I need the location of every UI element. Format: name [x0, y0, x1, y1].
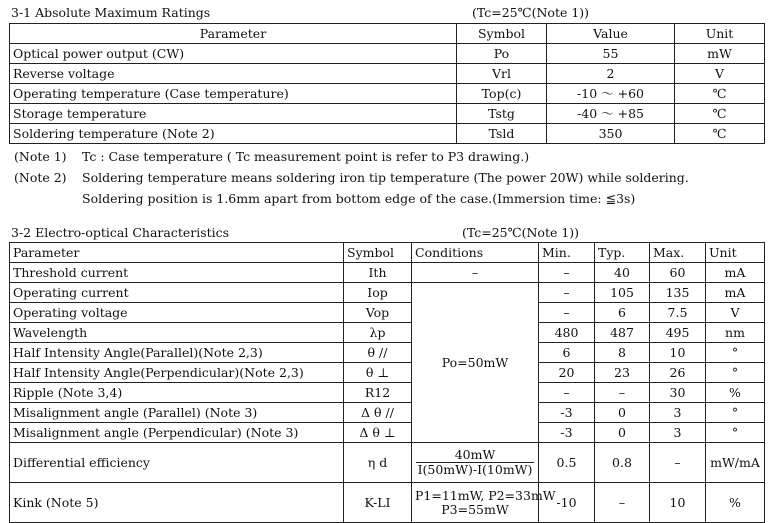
note-1-text: Tc : Case temperature ( Tc measurement point is refer to P3 drawing.): [82, 149, 530, 164]
row-min: -3: [539, 403, 595, 423]
absolute-max-ratings-table: [9, 23, 765, 144]
row-unit: °: [706, 363, 765, 383]
row-min: 480: [539, 323, 595, 343]
notes-block: [14, 146, 764, 209]
row-conditions-fraction: [412, 443, 539, 483]
row-parameter: Half Intensity Angle(Parallel)(Note 2,3): [10, 343, 344, 363]
row-symbol: Δ θ ⊥: [344, 423, 412, 443]
header-conditions: Conditions: [412, 243, 539, 263]
table-row: [10, 263, 765, 283]
table-row: [10, 44, 765, 64]
row-parameter: Reverse voltage: [10, 64, 457, 84]
header-min: Min.: [539, 243, 595, 263]
row-unit: ℃: [675, 84, 765, 104]
row-max: 10: [650, 343, 706, 363]
row-value: 55: [547, 44, 675, 64]
table-row: [10, 124, 765, 144]
note-2-text: Soldering temperature means soldering iron tip temperature (The power 20W) while soldering.: [82, 170, 689, 185]
table-row: [10, 383, 765, 403]
row-parameter: Storage temperature: [10, 104, 457, 124]
row-conditions: –: [412, 263, 539, 283]
table-row: [10, 84, 765, 104]
fraction-numerator: 40mW: [416, 448, 535, 463]
row-unit: °: [706, 423, 765, 443]
row-max: 60: [650, 263, 706, 283]
row-unit: %: [706, 483, 765, 523]
row-conditions-kink: [412, 483, 556, 523]
row-value: -10 ～ +60: [547, 84, 675, 104]
row-value: 350: [547, 124, 675, 144]
header-typ: Typ.: [595, 243, 650, 263]
header-symbol: Symbol: [344, 243, 412, 263]
row-symbol: R12: [344, 383, 412, 403]
row-parameter: Optical power output (CW): [10, 44, 457, 64]
row-unit: ℃: [675, 104, 765, 124]
note-1-tag: (Note 1): [14, 149, 67, 164]
row-typ: 0: [595, 423, 650, 443]
row-min: -3: [539, 423, 595, 443]
row-max: 30: [650, 383, 706, 403]
row-symbol: K-LI: [344, 483, 412, 523]
row-typ: 40: [595, 263, 650, 283]
table-header-row: [10, 243, 765, 263]
row-symbol: Vrl: [457, 64, 547, 84]
row-min: –: [539, 303, 595, 323]
table-row: [10, 64, 765, 84]
row-parameter: Threshold current: [10, 263, 344, 283]
row-symbol: Δ θ //: [344, 403, 412, 423]
row-symbol: Vop: [344, 303, 412, 323]
section1-title: 3-1 Absolute Maximum Ratings: [11, 5, 211, 20]
header-parameter: Parameter: [10, 243, 344, 263]
row-parameter: Half Intensity Angle(Perpendicular)(Note 2,3): [10, 363, 344, 383]
row-max: 495: [650, 323, 706, 343]
electro-optical-table: [9, 242, 765, 523]
row-typ: 0.8: [595, 443, 650, 483]
row-unit: °: [706, 403, 765, 423]
row-typ: 23: [595, 363, 650, 383]
section2-condition: (Tc=25℃(Note 1)): [462, 225, 580, 240]
table-row: [10, 343, 765, 363]
table-row: [10, 283, 765, 303]
kink-condition-line1: P1=11mW, P2=33mW: [415, 488, 556, 504]
table-header-row: [10, 24, 765, 44]
header-symbol: Symbol: [457, 24, 547, 44]
row-typ: 6: [595, 303, 650, 323]
row-symbol: θ ⊥: [344, 363, 412, 383]
table-row: [10, 303, 765, 323]
merged-conditions: Po=50mW: [412, 283, 539, 443]
row-max: 3: [650, 423, 706, 443]
section2-title: 3-2 Electro-optical Characteristics: [11, 225, 230, 240]
note-2: [14, 167, 764, 188]
row-max: 10: [650, 483, 706, 523]
row-unit: V: [706, 303, 765, 323]
note-2-continued: [14, 188, 764, 209]
section1-condition: (Tc=25℃(Note 1)): [472, 5, 590, 20]
row-parameter: Differential efficiency: [10, 443, 344, 483]
fraction: [416, 448, 535, 478]
table-row-differential-efficiency: [10, 443, 765, 483]
row-parameter: Wavelength: [10, 323, 344, 343]
row-unit: mA: [706, 283, 765, 303]
row-parameter: Kink (Note 5): [10, 483, 344, 523]
row-min: –: [539, 283, 595, 303]
row-typ: 487: [595, 323, 650, 343]
row-parameter: Ripple (Note 3,4): [10, 383, 344, 403]
table-row: [10, 323, 765, 343]
row-unit: mA: [706, 263, 765, 283]
row-symbol: θ //: [344, 343, 412, 363]
row-typ: –: [595, 483, 650, 523]
note-1: [14, 146, 764, 167]
header-max: Max.: [650, 243, 706, 263]
header-unit: Unit: [675, 24, 765, 44]
row-parameter: Operating voltage: [10, 303, 344, 323]
row-min: 6: [539, 343, 595, 363]
note-2-text-continued: Soldering position is 1.6mm apart from bottom edge of the case.(Immersion time: ≦3s): [82, 191, 636, 206]
fraction-denominator: I(50mW)-I(10mW): [417, 462, 533, 477]
header-unit: Unit: [706, 243, 765, 263]
row-max: 7.5: [650, 303, 706, 323]
row-symbol: Top(c): [457, 84, 547, 104]
row-symbol: Iop: [344, 283, 412, 303]
row-min: –: [539, 263, 595, 283]
row-min: -10: [539, 483, 595, 523]
header-parameter: Parameter: [10, 24, 457, 44]
row-unit: mW/mA: [706, 443, 765, 483]
row-parameter: Soldering temperature (Note 2): [10, 124, 457, 144]
row-unit: ℃: [675, 124, 765, 144]
row-max: 3: [650, 403, 706, 423]
row-unit: mW: [675, 44, 765, 64]
header-value: Value: [547, 24, 675, 44]
row-parameter: Operating temperature (Case temperature): [10, 84, 457, 104]
row-unit: nm: [706, 323, 765, 343]
row-min: –: [539, 383, 595, 403]
row-unit: %: [706, 383, 765, 403]
row-symbol: Po: [457, 44, 547, 64]
row-symbol: λp: [344, 323, 412, 343]
row-typ: 105: [595, 283, 650, 303]
row-typ: 0: [595, 403, 650, 423]
kink-condition-line2: P3=55mW: [441, 501, 509, 517]
row-min: 20: [539, 363, 595, 383]
table-row-kink: [10, 483, 765, 523]
table-row: [10, 423, 765, 443]
row-min: 0.5: [539, 443, 595, 483]
row-unit: °: [706, 343, 765, 363]
note-2-tag: (Note 2): [14, 170, 67, 185]
row-parameter: Operating current: [10, 283, 344, 303]
table-row: [10, 363, 765, 383]
row-symbol: Ith: [344, 263, 412, 283]
row-value: 2: [547, 64, 675, 84]
row-parameter: Misalignment angle (Parallel) (Note 3): [10, 403, 344, 423]
row-max: –: [650, 443, 706, 483]
row-max: 135: [650, 283, 706, 303]
row-symbol: Tstg: [457, 104, 547, 124]
row-unit: V: [675, 64, 765, 84]
row-typ: –: [595, 383, 650, 403]
table-row: [10, 104, 765, 124]
row-value: -40 ～ +85: [547, 104, 675, 124]
row-parameter: Misalignment angle (Perpendicular) (Note 3): [10, 423, 344, 443]
row-typ: 8: [595, 343, 650, 363]
row-symbol: Tsld: [457, 124, 547, 144]
row-symbol: η d: [344, 443, 412, 483]
table-row: [10, 403, 765, 423]
row-max: 26: [650, 363, 706, 383]
